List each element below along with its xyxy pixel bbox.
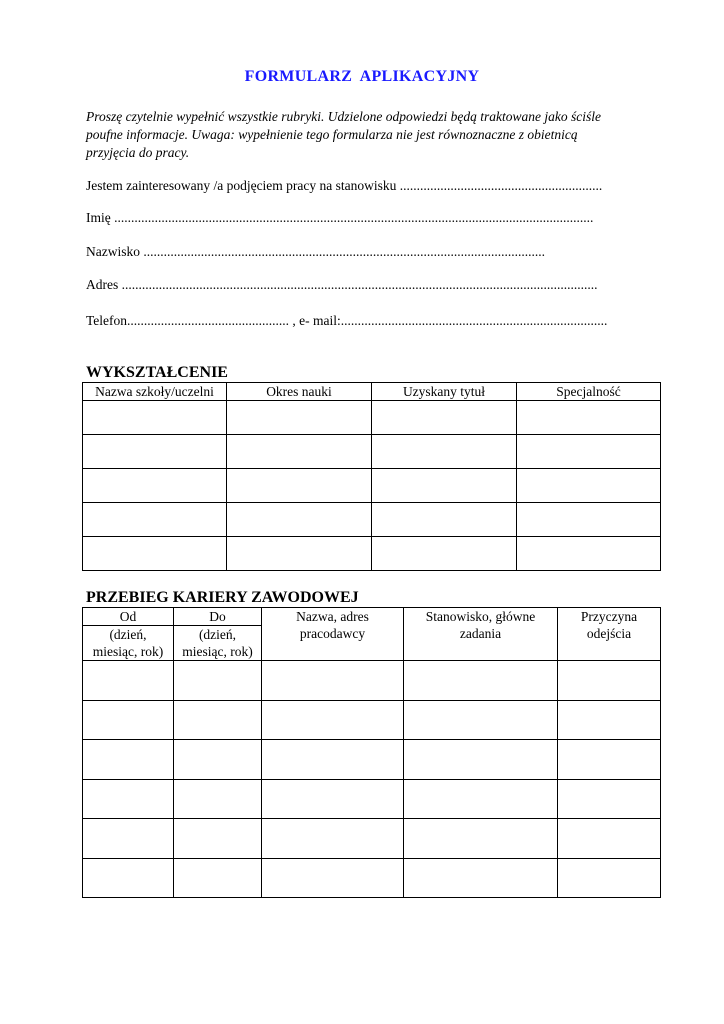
intro-text bbox=[86, 108, 656, 162]
table-row bbox=[83, 661, 661, 701]
table-cell[interactable] bbox=[227, 503, 372, 537]
column-header-period: Okres nauki bbox=[227, 383, 372, 401]
table-cell[interactable] bbox=[517, 435, 661, 469]
education-table bbox=[82, 382, 661, 571]
table-cell[interactable] bbox=[83, 858, 174, 898]
table-row bbox=[83, 779, 661, 819]
column-header-title: Uzyskany tytuł bbox=[372, 383, 517, 401]
table-row bbox=[83, 537, 661, 571]
table-cell[interactable] bbox=[558, 858, 661, 898]
career-table bbox=[82, 607, 661, 898]
table-cell[interactable] bbox=[83, 779, 174, 819]
intro-line: poufne informacje. Uwaga: wypełnienie tego formularza nie jest równoznaczne z obietnicą bbox=[86, 127, 578, 142]
table-cell[interactable] bbox=[174, 700, 262, 740]
header-line: Do bbox=[209, 609, 226, 624]
table-cell[interactable] bbox=[558, 700, 661, 740]
table-cell[interactable] bbox=[404, 819, 558, 859]
table-cell[interactable] bbox=[404, 858, 558, 898]
table-cell[interactable] bbox=[83, 435, 227, 469]
last-name-field[interactable]: Nazwisko ....................................................................................................................... bbox=[86, 244, 545, 259]
header-line: odejścia bbox=[586, 626, 632, 641]
table-header-row bbox=[83, 608, 661, 661]
table-cell[interactable] bbox=[404, 661, 558, 701]
table-cell[interactable] bbox=[174, 661, 262, 701]
address-field[interactable]: Adres ............................................................................................................................................. bbox=[86, 277, 598, 292]
first-name-field[interactable]: Imię .............................................................................................................................................. bbox=[86, 210, 594, 225]
phone-email-field[interactable]: Telefon................................................ , e- mail:............................................................................... bbox=[86, 313, 608, 328]
table-cell[interactable] bbox=[83, 537, 227, 571]
table-cell[interactable] bbox=[174, 819, 262, 859]
table-header-row bbox=[83, 383, 661, 401]
table-cell[interactable] bbox=[262, 661, 404, 701]
table-cell[interactable] bbox=[227, 469, 372, 503]
table-cell[interactable] bbox=[174, 779, 262, 819]
table-cell[interactable] bbox=[558, 661, 661, 701]
table-row bbox=[83, 435, 661, 469]
table-cell[interactable] bbox=[517, 537, 661, 571]
table-cell[interactable] bbox=[83, 661, 174, 701]
table-cell[interactable] bbox=[372, 537, 517, 571]
table-cell[interactable] bbox=[83, 469, 227, 503]
table-cell[interactable] bbox=[83, 819, 174, 859]
intro-line: przyjęcia do pracy. bbox=[86, 145, 190, 160]
column-header-specialty: Specjalność bbox=[517, 383, 661, 401]
table-cell[interactable] bbox=[372, 503, 517, 537]
header-line: zadania bbox=[459, 626, 502, 641]
header-line: Stanowisko, główne bbox=[425, 609, 536, 624]
table-cell[interactable] bbox=[174, 858, 262, 898]
table-cell[interactable] bbox=[227, 537, 372, 571]
table-cell[interactable] bbox=[262, 819, 404, 859]
header-line: miesiąc, rok) bbox=[182, 644, 253, 659]
table-cell[interactable] bbox=[83, 503, 227, 537]
header-line: Od bbox=[119, 609, 137, 624]
column-header-position bbox=[404, 608, 558, 661]
career-heading: PRZEBIEG KARIERY ZAWODOWEJ bbox=[86, 589, 359, 606]
table-cell[interactable] bbox=[227, 401, 372, 435]
table-row bbox=[83, 858, 661, 898]
table-cell[interactable] bbox=[404, 740, 558, 780]
table-row bbox=[83, 401, 661, 435]
column-header-reason bbox=[558, 608, 661, 661]
table-cell[interactable] bbox=[372, 401, 517, 435]
form-title: FORMULARZ APLIKACYJNY bbox=[244, 68, 480, 85]
table-cell[interactable] bbox=[262, 858, 404, 898]
column-header-school: Nazwa szkoły/uczelni bbox=[83, 383, 227, 401]
header-line: (dzień, bbox=[174, 625, 261, 643]
table-row bbox=[83, 503, 661, 537]
education-heading: WYKSZTAŁCENIE bbox=[86, 364, 228, 381]
table-cell[interactable] bbox=[262, 740, 404, 780]
table-cell[interactable] bbox=[83, 700, 174, 740]
header-line: Nazwa, adres bbox=[296, 609, 369, 624]
column-header-employer bbox=[262, 608, 404, 661]
table-cell[interactable] bbox=[174, 740, 262, 780]
header-line: Przyczyna bbox=[580, 609, 638, 624]
column-header-to bbox=[174, 608, 262, 661]
table-cell[interactable] bbox=[558, 819, 661, 859]
table-row bbox=[83, 469, 661, 503]
intro-line: Proszę czytelnie wypełnić wszystkie rubryki. Udzielone odpowiedzi będą traktowane jako ściśle bbox=[86, 109, 602, 124]
header-line: (dzień, bbox=[83, 625, 173, 643]
column-header-from bbox=[83, 608, 174, 661]
table-cell[interactable] bbox=[404, 779, 558, 819]
table-row bbox=[83, 819, 661, 859]
table-cell[interactable] bbox=[404, 700, 558, 740]
table-cell[interactable] bbox=[372, 469, 517, 503]
table-cell[interactable] bbox=[372, 435, 517, 469]
table-cell[interactable] bbox=[262, 700, 404, 740]
table-cell[interactable] bbox=[517, 469, 661, 503]
table-cell[interactable] bbox=[262, 779, 404, 819]
position-field[interactable]: Jestem zainteresowany /a podjęciem pracy na stanowisku ............................................................ bbox=[86, 178, 603, 193]
table-cell[interactable] bbox=[83, 740, 174, 780]
table-cell[interactable] bbox=[517, 401, 661, 435]
header-line: pracodawcy bbox=[299, 626, 366, 641]
table-row bbox=[83, 700, 661, 740]
table-cell[interactable] bbox=[227, 435, 372, 469]
table-row bbox=[83, 740, 661, 780]
header-line: miesiąc, rok) bbox=[92, 644, 164, 659]
table-cell[interactable] bbox=[517, 503, 661, 537]
table-cell[interactable] bbox=[558, 779, 661, 819]
table-cell[interactable] bbox=[558, 740, 661, 780]
table-cell[interactable] bbox=[83, 401, 227, 435]
